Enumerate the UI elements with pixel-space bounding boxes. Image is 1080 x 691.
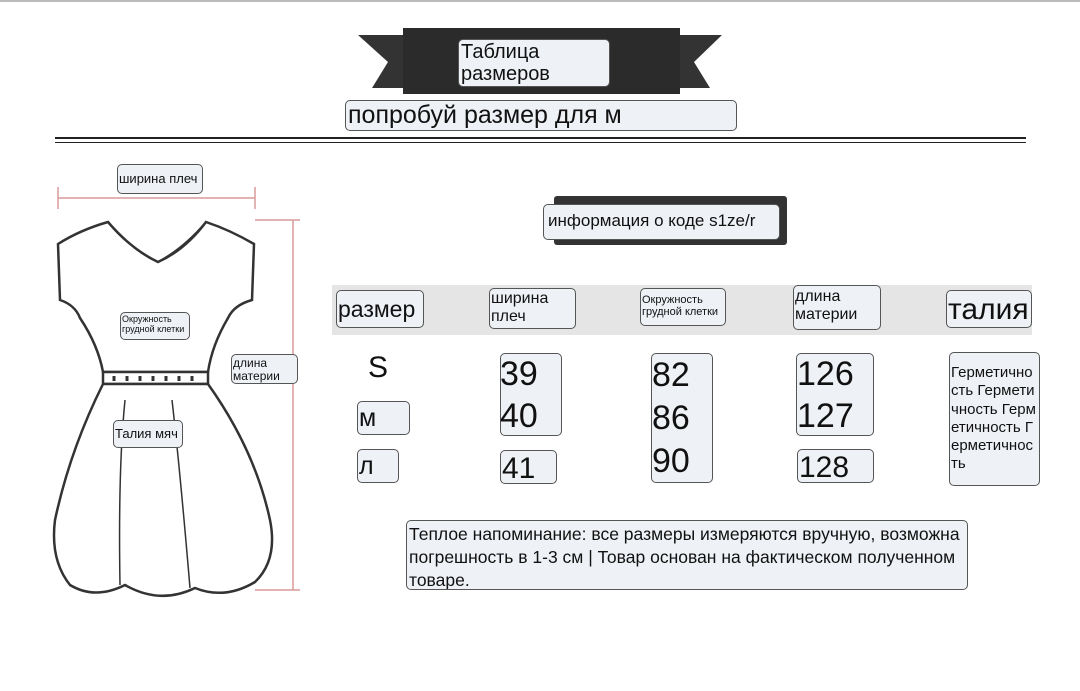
chart-title: Таблица размеров: [458, 39, 610, 87]
chest-value-l: 90: [652, 442, 690, 480]
shoulder-value-s: 39: [500, 355, 538, 393]
code-label: информация о коде s1ze/r: [543, 204, 780, 240]
shoulder-value-l: 41: [500, 450, 557, 484]
subtitle: попробуй размер для м: [345, 100, 737, 131]
header-length: длина материи: [793, 285, 881, 330]
size-l: л: [357, 449, 399, 483]
label-length: длина материи: [231, 354, 298, 384]
header-shoulder: ширина плеч: [489, 288, 576, 329]
header-size: размер: [336, 290, 424, 328]
chest-value-m: 86: [652, 399, 690, 437]
label-chest: Окружность грудной клетки: [120, 312, 190, 340]
size-s: S: [368, 351, 389, 384]
chest-value-s: 82: [652, 356, 690, 394]
label-waist: Талия мяч: [113, 420, 183, 448]
length-value-s: 126: [797, 355, 854, 393]
shoulder-value-m: 40: [500, 397, 538, 435]
header-chest: Окружность грудной клетки: [640, 288, 726, 326]
length-value-m: 127: [797, 397, 854, 435]
measurement-note: Теплое напоминание: все размеры измеряются вручную, возможна погрешность в 1-3 см | Товар основан на фактическом полученном товаре.: [406, 520, 968, 590]
size-m: м: [357, 401, 410, 435]
waist-value: Герметичность Герметичность Герметичность Герметичность: [949, 352, 1040, 486]
label-shoulder-width: ширина плеч: [117, 164, 203, 194]
header-waist: талия: [946, 290, 1032, 328]
length-value-l: 128: [797, 449, 874, 483]
